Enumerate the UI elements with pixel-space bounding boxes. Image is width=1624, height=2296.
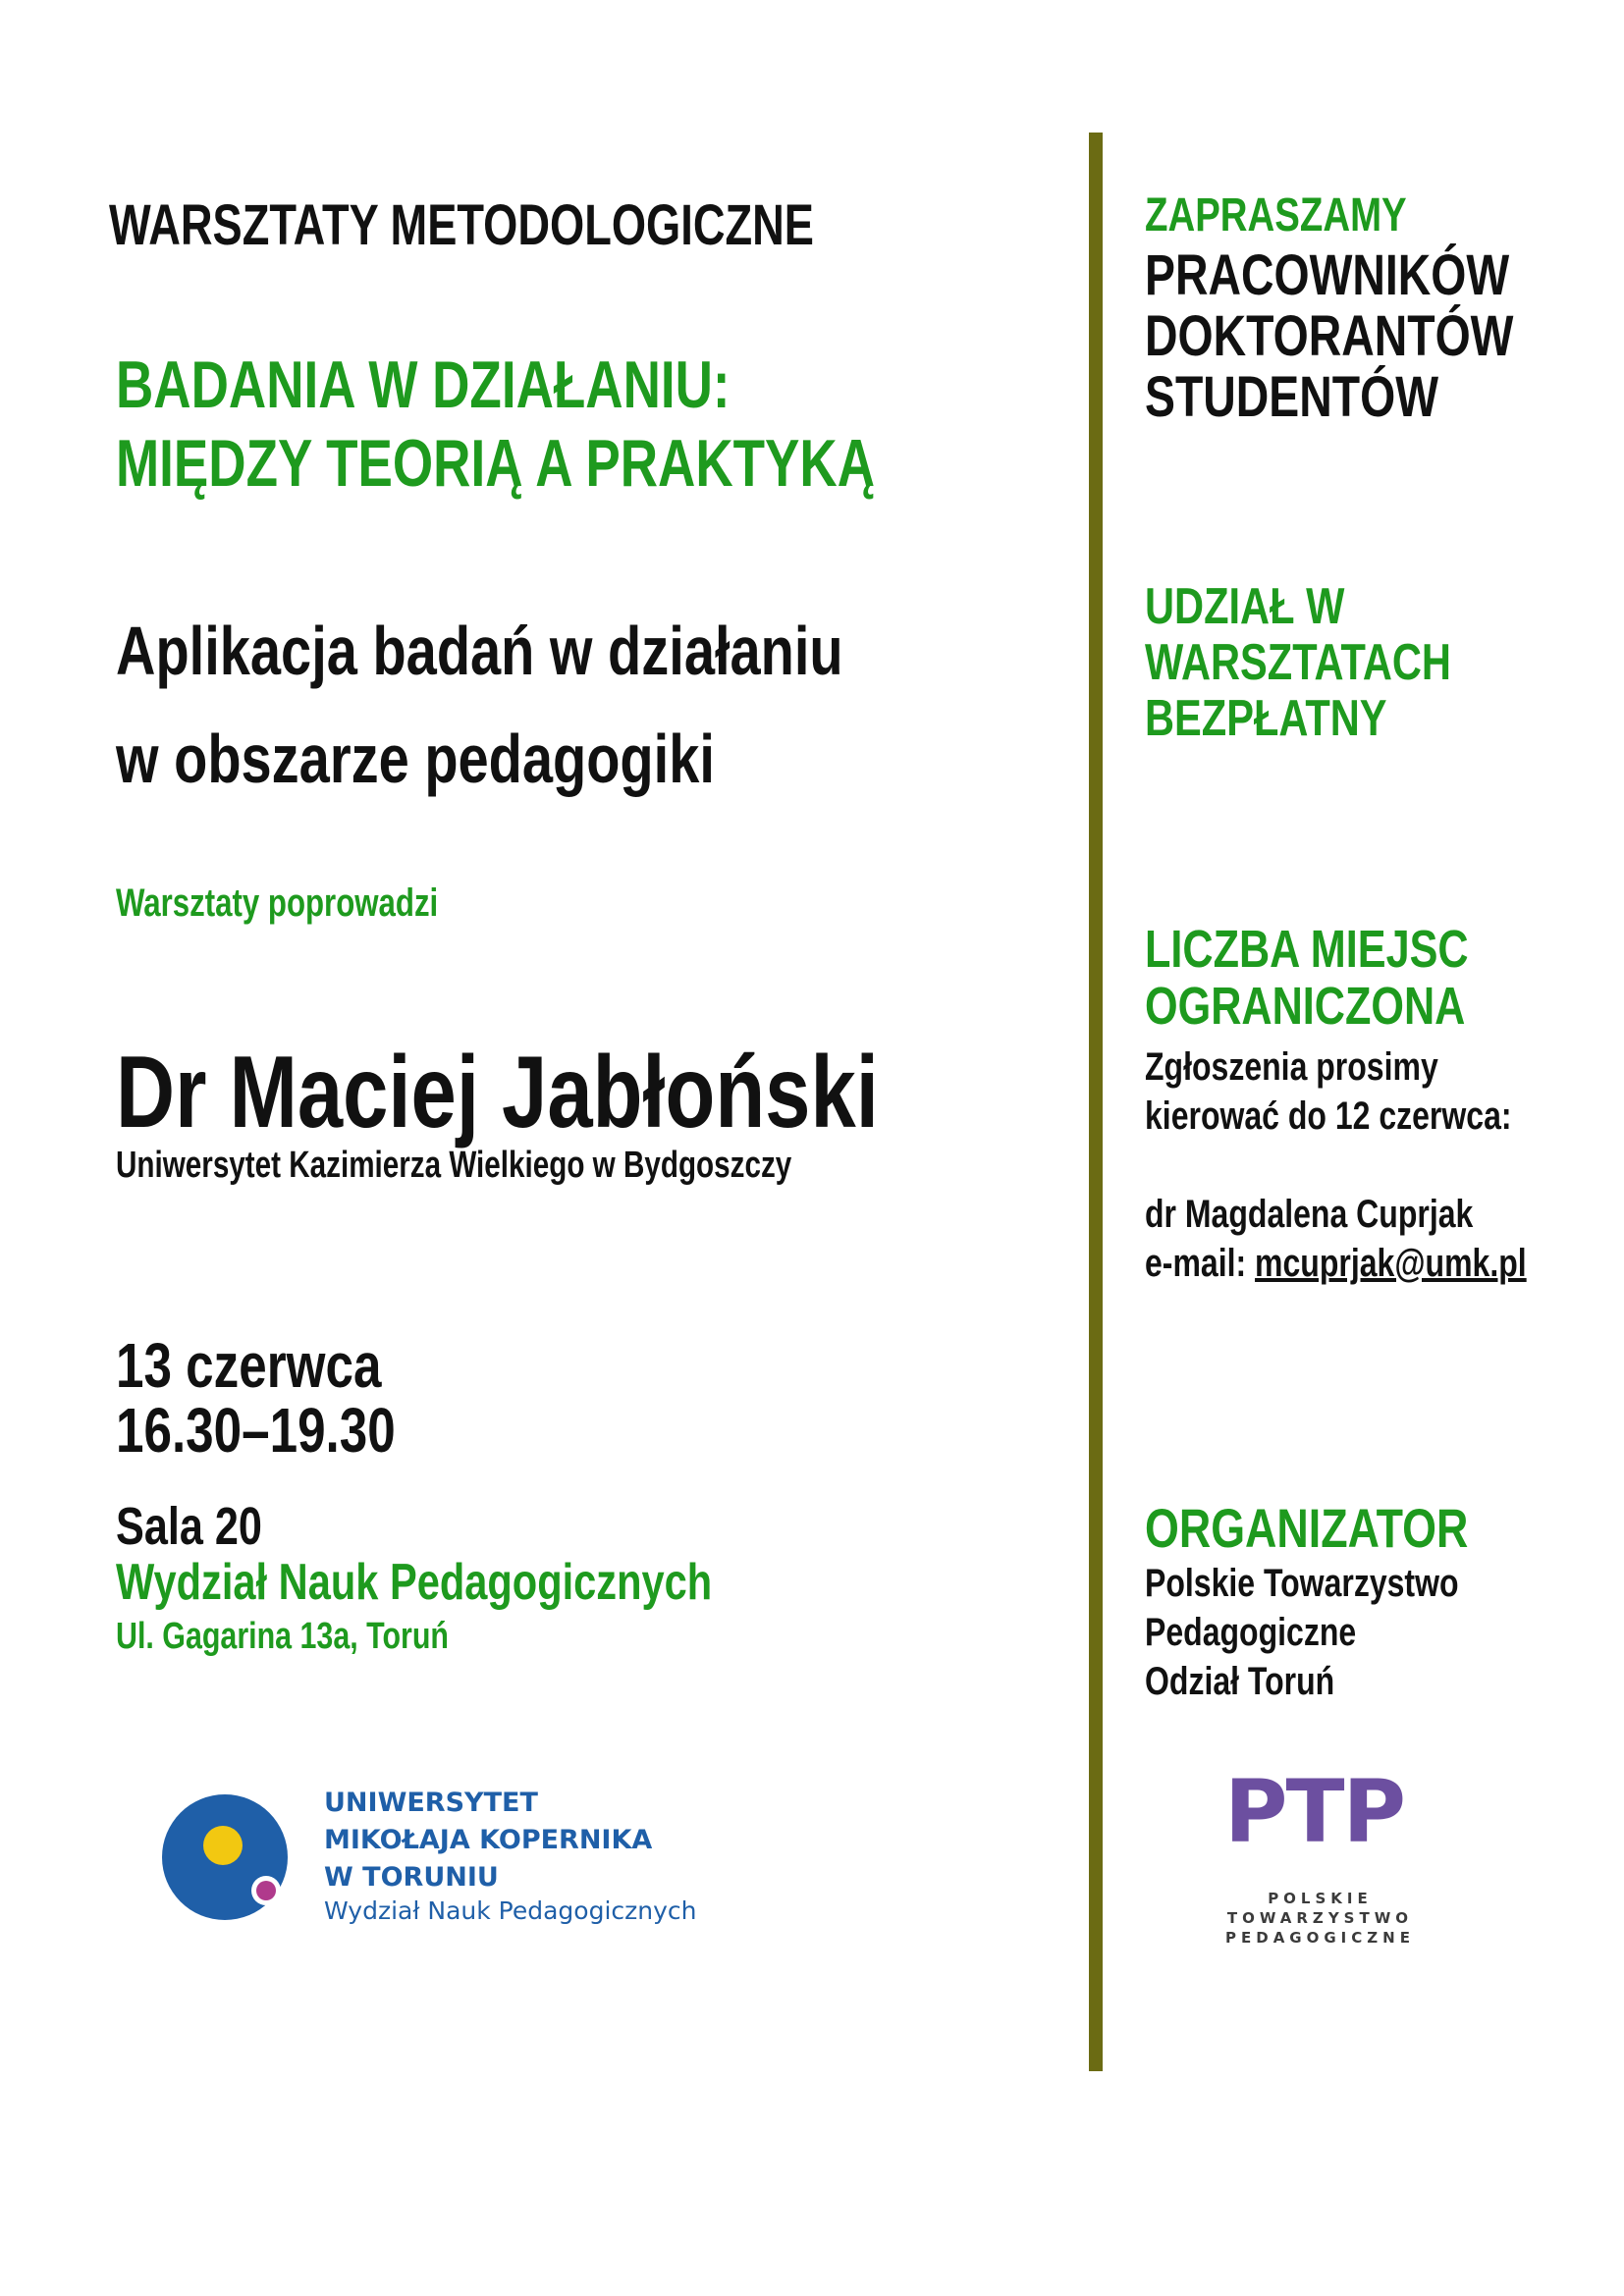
event-date: 13 czerwca [116,1330,382,1401]
invite-heading: ZAPRASZAMY [1145,189,1407,241]
free-line: WARSZTATACH [1145,634,1451,691]
main-title-line-1: BADANIA W DZIAŁANIU: [116,347,731,422]
contact-name: dr Magdalena Cuprjak [1145,1193,1474,1236]
subtitle [116,597,843,813]
event-room: Sala 20 [116,1497,262,1556]
workshop-title: WARSZTATY METODOLOGICZNE [109,193,814,257]
ptp-logo-line: POLSKIE [1268,1890,1373,1907]
ptp-logo-subtitle [1225,1889,1415,1948]
umk-logo-line: W TORUNIU [324,1862,499,1893]
organizer-heading: ORGANIZATOR [1145,1497,1469,1559]
lead-label: Warsztaty poprowadzi [116,881,439,925]
ptp-logo-letters: PTP [1224,1761,1405,1862]
umk-logo-line: MIKOŁAJA KOPERNIKA [324,1825,653,1855]
ptp-logo-line: TOWARZYSTWO [1226,1909,1414,1927]
registration-note [1145,1042,1512,1141]
organizer-line: Polskie Towarzystwo [1145,1562,1459,1605]
limited-seats-note [1145,921,1469,1035]
audience-item: PRACOWNIKÓW [1145,243,1510,307]
umk-logo-dot-icon [256,1881,276,1900]
umk-logo-line: UNIWERSYTET [324,1788,538,1818]
column-divider [1089,133,1103,2071]
speaker-affiliation: Uniwersytet Kazimierza Wielkiego w Bydgoszczy [116,1145,792,1186]
contact-block [1145,1190,1527,1288]
event-time: 16.30–19.30 [116,1395,396,1466]
invite-audience-list [1145,245,1513,428]
free-line: BEZPŁATNY [1145,690,1387,747]
event-faculty: Wydział Nauk Pedagogicznych [116,1554,713,1611]
contact-email-link[interactable]: mcuprjak@umk.pl [1255,1242,1527,1285]
contact-email-label: e-mail: [1145,1242,1247,1285]
limit-line: LICZBA MIEJSC [1145,920,1469,979]
ptp-logo-line: PEDAGOGICZNE [1225,1929,1415,1947]
umk-logo-sun-icon [203,1826,243,1865]
subtitle-line-1: Aplikacja badań w działaniu [116,613,843,689]
umk-logo-faculty: Wydział Nauk Pedagogicznych [324,1896,697,1925]
free-line: UDZIAŁ W [1145,578,1345,635]
main-title-line-2: MIĘDZY TEORIĄ A PRAKTYKĄ [116,426,876,501]
event-datetime [116,1330,396,1466]
subtitle-line-2: w obszarze pedagogiki [116,721,715,797]
event-address: Ul. Gagarina 13a, Toruń [116,1616,449,1657]
organizer-line: Pedagogiczne [1145,1611,1357,1654]
free-participation-note [1145,579,1451,747]
main-title [116,346,875,503]
organizer-name [1145,1559,1459,1706]
contact-email-row [1145,1239,1527,1288]
umk-logo-text [324,1785,652,1896]
limit-line: OGRANICZONA [1145,977,1466,1036]
registration-line: kierować do 12 czerwca: [1145,1095,1512,1138]
speaker-name: Dr Maciej Jabłoński [116,1036,879,1149]
audience-item: DOKTORANTÓW [1145,304,1514,368]
organizer-line: Odział Toruń [1145,1660,1335,1703]
registration-line: Zgłoszenia prosimy [1145,1045,1438,1089]
audience-item: STUDENTÓW [1145,365,1438,429]
